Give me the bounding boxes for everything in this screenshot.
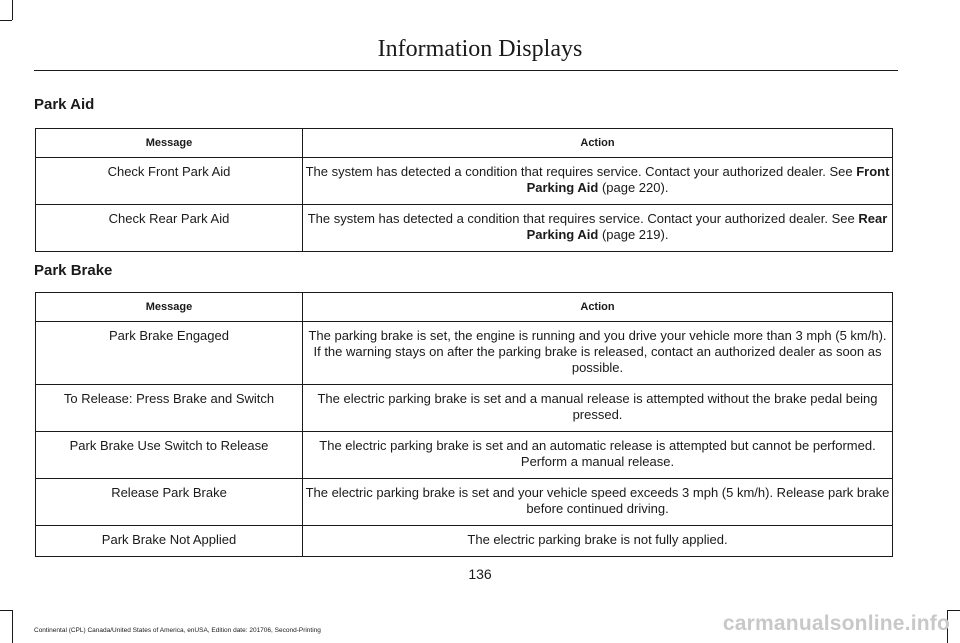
crop-mark [947,610,960,611]
message-cell: Park Brake Engaged [36,322,303,385]
table-row [36,158,893,205]
message-cell: Check Rear Park Aid [36,205,303,252]
park-aid-table [35,128,893,252]
table-row [36,432,893,479]
action-cell: The electric parking brake is set and an automatic release is attempted but cannot be performed. Perform a manual release. [303,432,893,479]
cross-reference-link[interactable]: Rear Parking Aid [526,211,888,242]
table-row [36,322,893,385]
cross-reference-link[interactable]: Front Parking Aid [526,164,890,195]
table-header-row [36,129,893,158]
park-brake-table [35,292,893,557]
crop-mark [12,0,13,20]
column-header-action: Action [303,129,893,158]
table-row [36,205,893,252]
crop-mark [0,20,12,21]
action-text: The system has detected a condition that requires service. Contact your authorized dealer. See [307,211,859,226]
action-text: The system has detected a condition that requires service. Contact your authorized dealer. See [305,164,857,179]
column-header-message: Message [36,129,303,158]
page-number: 136 [468,566,492,582]
watermark: carmanualsonline.info [722,612,950,635]
table-row [36,385,893,432]
action-cell: The parking brake is set, the engine is running and you drive your vehicle more than 3 mph (5 km/h). If the warning stays on after the parking brake is released, contact an authorized dealer as soon as possible. [303,322,893,385]
message-cell: Park Brake Use Switch to Release [36,432,303,479]
crop-mark [0,610,12,611]
header-divider [34,70,898,71]
message-cell: Check Front Park Aid [36,158,303,205]
action-cell [303,205,893,252]
action-cell: The electric parking brake is set and a manual release is attempted without the brake pedal being pressed. [303,385,893,432]
page-reference: (page 220). [598,180,669,195]
crop-mark [12,610,13,643]
column-header-message: Message [36,293,303,322]
table-header-row [36,293,893,322]
section-title-park-aid: Park Aid [34,96,95,113]
message-cell: Park Brake Not Applied [36,526,303,557]
section-title-park-brake: Park Brake [34,262,113,279]
message-cell: Release Park Brake [36,479,303,526]
page-header-title: Information Displays [377,36,583,62]
footer-edition-text: Continental (CPL) Canada/United States of America, enUSA, Edition date: 201706, Second-Printing [34,627,321,634]
message-cell: To Release: Press Brake and Switch [36,385,303,432]
action-cell [303,158,893,205]
page-reference: (page 219). [598,227,669,242]
action-cell: The electric parking brake is not fully applied. [303,526,893,557]
action-cell: The electric parking brake is set and your vehicle speed exceeds 3 mph (5 km/h). Release park brake before continued driving. [303,479,893,526]
table-row [36,479,893,526]
column-header-action: Action [303,293,893,322]
table-row [36,526,893,557]
